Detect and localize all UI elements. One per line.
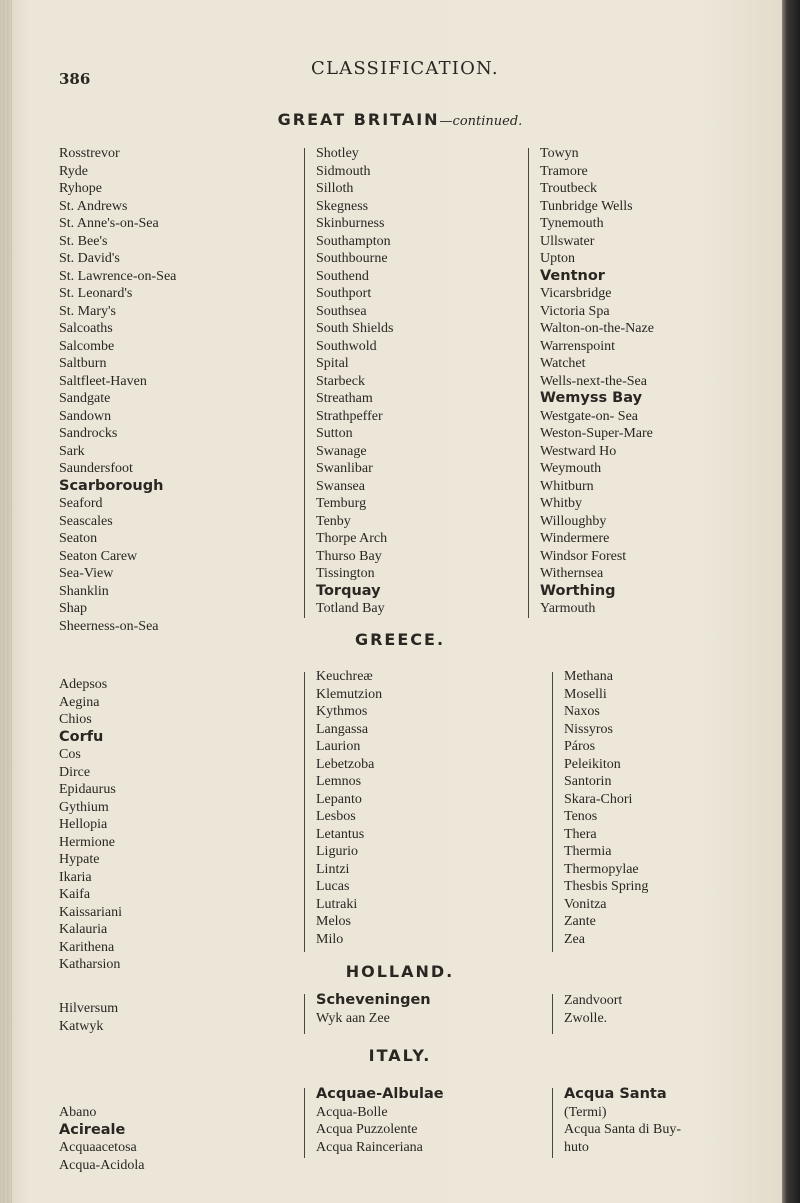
place-name: Streatham (316, 391, 373, 406)
place-name: Acqua Santa (564, 1086, 667, 1102)
section-title: HOLLAND. (345, 962, 455, 981)
column-divider (304, 672, 305, 952)
place-name: Warrenspoint (540, 338, 616, 354)
place-name: Southend (316, 268, 369, 284)
holland-column-3 (564, 992, 622, 1027)
place-name: Kythmos (316, 704, 368, 719)
place-name: Sandrocks (59, 426, 118, 441)
place-name: St. Lawrence-on-Sea (59, 268, 177, 284)
place-name: Sutton (316, 426, 353, 441)
place-name: (Termi) (564, 1104, 607, 1120)
place-name: Thesbis Spring (564, 879, 649, 894)
place-name: Ikaria (59, 869, 92, 885)
place-name: Hilversum (59, 1001, 119, 1016)
place-name: Weston-Super-Mare (540, 426, 653, 441)
place-name: Acqua Puzzolente (316, 1122, 418, 1137)
place-name: Lutraki (316, 896, 358, 912)
place-name: Klemutzion (316, 686, 383, 702)
place-name: Hypate (59, 852, 100, 867)
place-name: Epidaurus (59, 782, 116, 797)
place-name: Saundersfoot (59, 461, 133, 476)
place-name: Thermia (564, 844, 612, 859)
italy-column-2 (316, 1086, 444, 1156)
place-name: Windermere (540, 531, 610, 546)
place-name: Lebetzoba (316, 756, 375, 772)
place-name: Sark (59, 443, 85, 459)
place-name: Thera (564, 826, 597, 842)
place-name: Worthing (540, 582, 616, 599)
place-name: Southport (316, 286, 372, 301)
place-name: Tenos (564, 809, 598, 824)
place-name: Acquae-Albulae (316, 1086, 444, 1102)
place-name: Letantus (316, 826, 365, 842)
place-name: Southsea (316, 303, 367, 319)
place-name: Seascales (59, 513, 113, 529)
place-name: Sandown (59, 408, 112, 424)
place-name: Acqua-Bolle (316, 1104, 388, 1120)
place-name: Corfu (59, 728, 104, 745)
place-name: Skegness (316, 198, 369, 214)
greece-column-1 (59, 676, 122, 974)
place-name: Rosstrevor (59, 146, 120, 161)
place-name: St. Mary's (59, 303, 116, 319)
place-name: Ryde (59, 163, 88, 179)
place-name: Thermopylae (564, 861, 639, 877)
place-name: Yarmouth (540, 601, 596, 616)
place-name: Southbourne (316, 251, 388, 266)
section-subtitle: —continued. (439, 114, 523, 129)
place-name: St. Bee's (59, 233, 108, 249)
place-name: Tissington (316, 566, 375, 581)
place-name: Starbeck (316, 373, 365, 389)
place-name: Katharsion (59, 957, 121, 972)
great-britain-column-2 (316, 145, 393, 618)
place-name: Thurso Bay (316, 548, 382, 564)
place-name: Karithena (59, 939, 115, 955)
place-name: Troutbeck (540, 181, 598, 196)
column-divider (552, 672, 553, 952)
place-name: Seaton (59, 531, 98, 546)
place-name: Seaton Carew (59, 548, 138, 564)
place-name: Saltburn (59, 356, 107, 371)
place-name: Adepsos (59, 677, 108, 692)
place-name: Tunbridge Wells (540, 198, 633, 214)
place-name: Vonitza (564, 896, 607, 912)
place-name: Acquaacetosa (59, 1140, 137, 1155)
place-name: Páros (564, 739, 596, 754)
place-name: Spital (316, 356, 349, 371)
place-name: Torquay (316, 582, 381, 599)
place-name: Southwold (316, 338, 377, 354)
column-divider (528, 148, 529, 618)
place-name: Ligurio (316, 844, 358, 859)
place-name: Vicarsbridge (540, 286, 612, 301)
place-name: St. Leonard's (59, 286, 133, 301)
place-name: Zwolle. (564, 1010, 608, 1026)
place-name: Upton (540, 251, 575, 266)
place-name: Wells-next-the-Sea (540, 373, 647, 389)
place-name: Kalauria (59, 922, 108, 937)
place-name: Swansea (316, 478, 365, 494)
great-britain-column-3 (540, 145, 654, 618)
section-title: GREECE. (354, 630, 446, 649)
column-divider (304, 148, 305, 618)
place-name: Moselli (564, 686, 607, 702)
place-name: Zante (564, 914, 596, 929)
place-name: Tynemouth (540, 216, 604, 231)
place-name: Acqua Rainceriana (316, 1139, 423, 1155)
column-divider (552, 1088, 553, 1158)
column-divider (304, 994, 305, 1034)
place-name: Silloth (316, 181, 354, 196)
place-name: Saltfleet-Haven (59, 373, 147, 389)
place-name: Windsor Forest (540, 548, 627, 564)
place-name: Shanklin (59, 583, 109, 599)
place-name: Milo (316, 931, 344, 947)
place-name: Swanlibar (316, 461, 373, 476)
place-name: Ullswater (540, 233, 595, 249)
place-name: Cos (59, 747, 81, 762)
place-name: Tramore (540, 163, 588, 179)
place-name: Dirce (59, 764, 91, 780)
place-name: Sheerness-on-Sea (59, 618, 159, 634)
place-name: Zandvoort (564, 993, 623, 1008)
greece-column-2 (316, 668, 382, 948)
column-divider (552, 994, 553, 1034)
place-name: Ryhope (59, 181, 102, 196)
place-name: Abano (59, 1105, 97, 1120)
section-title: GREAT BRITAIN (277, 110, 440, 129)
place-name: Keuchreæ (316, 669, 373, 684)
holland-column-2 (316, 992, 431, 1027)
place-name: Sea-View (59, 566, 114, 581)
place-name: South Shields (316, 321, 394, 336)
place-name: Skinburness (316, 216, 385, 231)
section-heading-holland (0, 962, 800, 981)
place-name: Skara-Chori (564, 791, 633, 807)
section-heading-italy (0, 1046, 800, 1065)
place-name: Lucas (316, 879, 350, 894)
page-gutter (0, 0, 12, 1203)
place-name: Acireale (59, 1121, 126, 1138)
place-name: Kaifa (59, 887, 91, 902)
place-name: Withernsea (540, 566, 604, 581)
place-name: Laurion (316, 739, 361, 754)
place-name: Zea (564, 931, 585, 947)
place-name: Victoria Spa (540, 303, 610, 319)
great-britain-column-1 (59, 145, 176, 635)
place-name: Lesbos (316, 809, 356, 824)
place-name: Thorpe Arch (316, 531, 388, 546)
page-number: 386 (59, 70, 91, 88)
place-name: Hermione (59, 834, 115, 850)
place-name: Katwyk (59, 1018, 104, 1034)
place-name: St. David's (59, 251, 120, 266)
place-name: Towyn (540, 146, 579, 161)
italy-column-3 (564, 1086, 681, 1156)
place-name: Santorin (564, 774, 612, 789)
place-name: Salcombe (59, 338, 115, 354)
place-name: Southampton (316, 233, 391, 249)
place-name: Langassa (316, 721, 369, 737)
place-name: Sidmouth (316, 163, 371, 179)
place-name: Whitby (540, 496, 582, 511)
place-name: Shap (59, 601, 87, 616)
place-name: Methana (564, 669, 613, 684)
place-name: Seaford (59, 496, 103, 511)
place-name: Salcoaths (59, 321, 113, 336)
place-name: Scheveningen (316, 992, 431, 1008)
place-name: St. Anne's-on-Sea (59, 216, 159, 231)
section-heading-great-britain (0, 110, 800, 129)
place-name: Acqua Santa di Buy- (564, 1122, 682, 1137)
place-name: Wemyss Bay (540, 390, 643, 406)
place-name: Totland Bay (316, 601, 385, 616)
place-name: Westgate-on- Sea (540, 408, 638, 424)
place-name: Scarborough (59, 477, 164, 494)
place-name: Walton-on-the-Naze (540, 321, 654, 336)
place-name: Aegina (59, 694, 100, 710)
place-name: huto (564, 1139, 589, 1155)
holland-column-1 (59, 1000, 118, 1035)
place-name: Swanage (316, 443, 367, 459)
place-name: Acqua-Acidola (59, 1157, 145, 1173)
place-name: Willoughby (540, 513, 607, 529)
place-name: Whitburn (540, 478, 594, 494)
place-name: Sandgate (59, 391, 111, 406)
page-edge (782, 0, 800, 1203)
place-name: Lintzi (316, 861, 350, 877)
place-name: Kaissariani (59, 904, 122, 920)
place-name: Weymouth (540, 461, 602, 476)
place-name: Tenby (316, 513, 351, 529)
place-name: St. Andrews (59, 198, 128, 214)
section-heading-greece (0, 630, 800, 649)
section-title: ITALY. (368, 1046, 432, 1065)
place-name: Lemnos (316, 774, 362, 789)
place-name: Melos (316, 914, 351, 929)
place-name: Strathpeffer (316, 408, 383, 424)
place-name: Lepanto (316, 791, 362, 807)
column-divider (304, 1088, 305, 1158)
place-name: Gythium (59, 799, 109, 815)
place-name: Ventnor (540, 267, 605, 284)
greece-column-3 (564, 668, 648, 948)
place-name: Westward Ho (540, 443, 617, 459)
running-head: CLASSIFICATION. (311, 58, 499, 79)
place-name: Hellopia (59, 817, 108, 832)
place-name: Shotley (316, 146, 359, 161)
place-name: Chios (59, 712, 92, 727)
place-name: Wyk aan Zee (316, 1010, 390, 1026)
place-name: Temburg (316, 496, 367, 511)
place-name: Peleikiton (564, 756, 621, 772)
place-name: Nissyros (564, 721, 614, 737)
italy-column-1 (59, 1104, 145, 1174)
place-name: Watchet (540, 356, 586, 371)
place-name: Naxos (564, 704, 600, 719)
